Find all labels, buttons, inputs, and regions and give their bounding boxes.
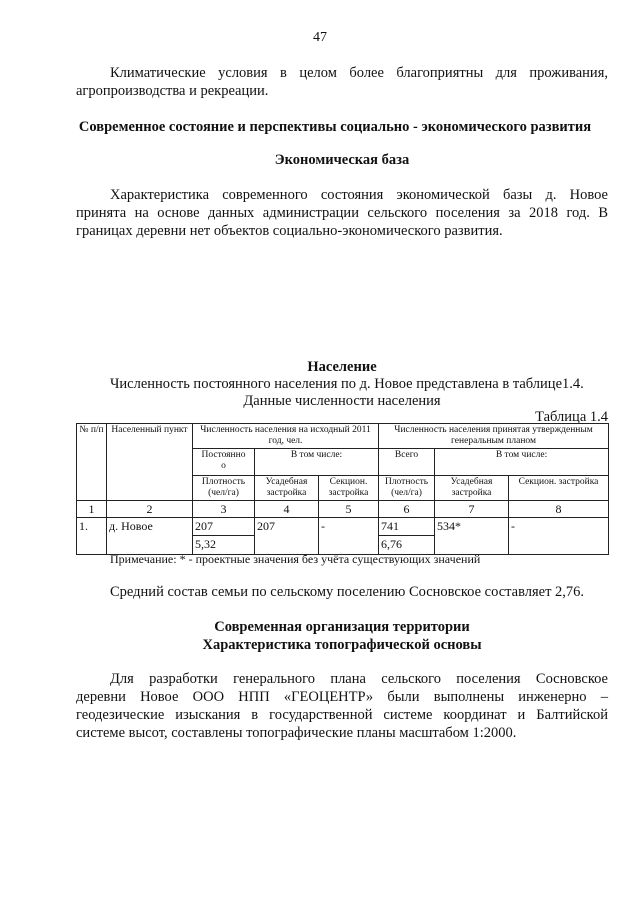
header-place: Населенный пункт xyxy=(107,424,193,501)
row-density-plan: 6,76 xyxy=(379,535,434,551)
header-section-2011: Секцион. застройка xyxy=(319,476,379,501)
row-manor-plan: 534* xyxy=(435,518,509,555)
intro-line-2: агропроизводства и рекреации. xyxy=(76,83,269,99)
header-density-2011: Плотность (чел/га) xyxy=(193,476,255,501)
table-title: Данные численности населения xyxy=(243,393,441,409)
page-number: 47 xyxy=(313,30,327,45)
col-num-4: 4 xyxy=(255,501,319,518)
row-permanent: 207 xyxy=(195,519,213,533)
row-density-2011: 5,32 xyxy=(193,535,254,551)
header-manor-2011: Усадебная застройка xyxy=(255,476,319,501)
section-title-territory: Современная организация территории xyxy=(214,619,470,635)
population-table xyxy=(76,423,609,555)
subsection-title-economic-base: Экономическая база xyxy=(274,152,410,168)
header-permanent: Постоянно о xyxy=(193,449,255,476)
econ-line-2: принята на основе данных администрации сельского поселения за 2018 год. В xyxy=(76,205,608,221)
header-num: № п/п xyxy=(77,424,107,501)
econ-line-3: границах деревни нет объектов социально-экономического развития. xyxy=(76,223,503,239)
row-permanent-cell xyxy=(193,518,255,555)
col-num-3: 3 xyxy=(193,501,255,518)
topo-line-1: Для разработки генерального плана сельского поселения Сосновское xyxy=(110,671,608,687)
header-group-plan: Численность населения принятая утвержденным генеральным планом xyxy=(379,424,609,449)
row-section-plan: - xyxy=(509,518,609,555)
col-num-6: 6 xyxy=(379,501,435,518)
header-total: Всего xyxy=(379,449,435,476)
topo-line-3: геодезические изыскания в государственной системе координат и Балтийской xyxy=(76,707,608,723)
topo-line-4: системе высот, составлены топографические планы масштабом 1:2000. xyxy=(76,725,517,741)
table-note: Примечание: * - проектные значения без учёта существующих значений xyxy=(110,552,481,566)
intro-line-1: Климатические условия в целом более благоприятны для проживания, xyxy=(110,65,608,81)
section-title-socio-economic: Современное состояние и перспективы социально - экономического развития xyxy=(78,119,592,135)
population-title: Население xyxy=(307,359,377,375)
header-density-plan: Плотность (чел/га) xyxy=(379,476,435,501)
col-num-7: 7 xyxy=(435,501,509,518)
header-manor-plan: Усадебная застройка xyxy=(435,476,509,501)
topo-line-2: деревни Новое ООО НПП «ГЕОЦЕНТР» были выполнены инженерно – xyxy=(76,689,608,705)
row-section-2011: - xyxy=(319,518,379,555)
row-manor-2011: 207 xyxy=(255,518,319,555)
row-num: 1. xyxy=(77,518,107,555)
col-num-1: 1 xyxy=(77,501,107,518)
table-label: Таблица 1.4 xyxy=(535,409,608,425)
header-incl-2011: В том числе: xyxy=(255,449,379,476)
col-num-5: 5 xyxy=(319,501,379,518)
header-incl-plan: В том числе: xyxy=(435,449,609,476)
row-place: д. Новое xyxy=(107,518,193,555)
row-total-cell xyxy=(379,518,435,555)
population-intro: Численность постоянного населения по д. Новое представлена в таблице1.4. xyxy=(110,376,584,392)
col-num-2: 2 xyxy=(107,501,193,518)
header-group-2011: Численность населения на исходный 2011 год, чел. xyxy=(193,424,379,449)
col-num-8: 8 xyxy=(509,501,609,518)
header-section-plan: Секцион. застройка xyxy=(509,476,609,501)
econ-line-1: Характеристика современного состояния экономической базы д. Новое xyxy=(110,187,608,203)
section-title-topography: Характеристика топографической основы xyxy=(202,637,482,653)
family-composition: Средний состав семьи по сельскому поселению Сосновское составляет 2,76. xyxy=(110,584,585,600)
row-total: 741 xyxy=(381,519,400,533)
